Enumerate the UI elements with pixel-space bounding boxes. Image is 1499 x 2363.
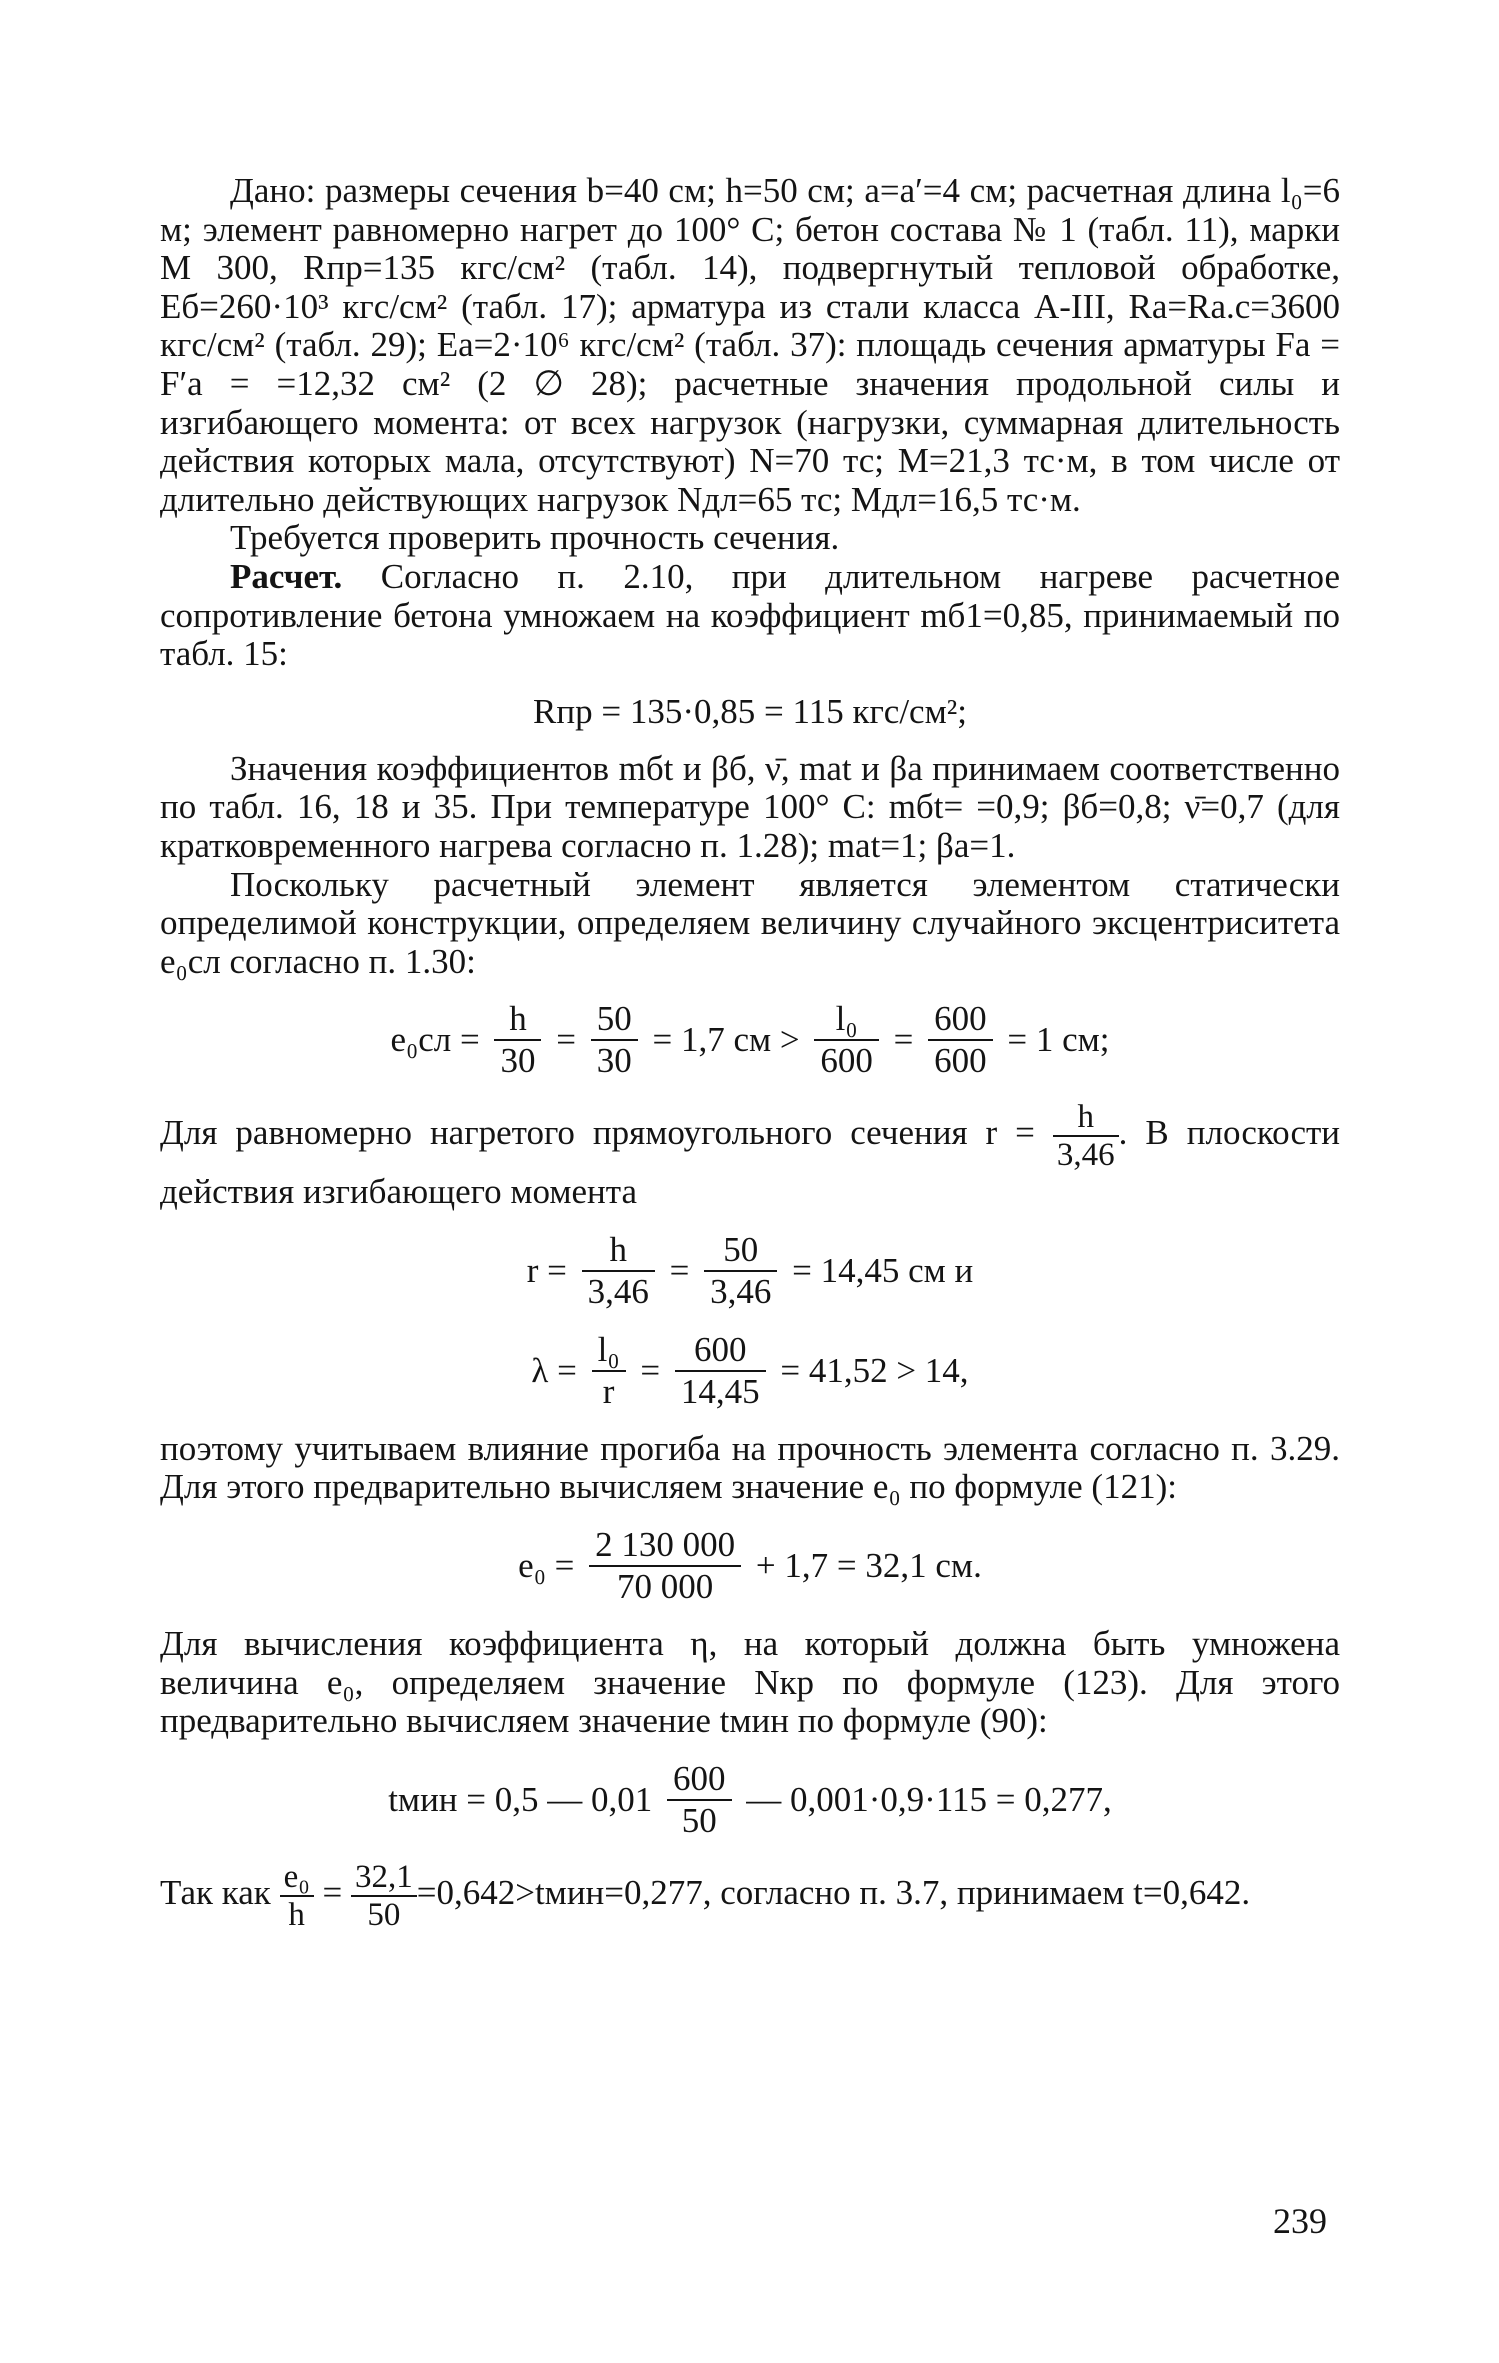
since-text-b: =0,642>tмин=0,277, согласно п. 3.7, принимаем t=0,642. bbox=[416, 1872, 1251, 1912]
formula-tmin bbox=[160, 1759, 1340, 1841]
since-text-a: Так как bbox=[160, 1872, 271, 1912]
calc-paragraph bbox=[160, 558, 1340, 674]
fraction bbox=[592, 1330, 626, 1412]
deflection-paragraph: поэтому учитываем влияние прогиба на прочность элемента согласно п. 3.29. Для этого предварительно вычисляем значение e₀ по формуле (121): bbox=[160, 1428, 1340, 1507]
equals-sign: = bbox=[640, 1350, 661, 1390]
fraction bbox=[582, 1230, 655, 1312]
rectangle-paragraph bbox=[160, 1099, 1340, 1212]
formula-end: — 0,001·0,9·115 = 0,277, bbox=[746, 1779, 1112, 1819]
equals-sign: = bbox=[669, 1250, 690, 1290]
numerator: 600 bbox=[928, 999, 993, 1041]
fraction bbox=[814, 999, 879, 1081]
denominator: 30 bbox=[500, 1041, 536, 1081]
formula-lhs: λ = bbox=[531, 1350, 577, 1390]
numerator: h bbox=[1053, 1099, 1119, 1137]
numerator: 50 bbox=[704, 1230, 777, 1272]
formula-e0 bbox=[160, 1525, 1340, 1607]
numerator: 32,1 bbox=[351, 1859, 417, 1897]
formula-end: = 14,45 см и bbox=[792, 1250, 974, 1290]
rectangle-text-b: . В плоскости действия изгибающего момента bbox=[160, 1113, 1341, 1212]
equals-sign: = bbox=[893, 1020, 914, 1060]
denominator: 600 bbox=[820, 1041, 873, 1081]
denominator: 3,46 bbox=[710, 1271, 772, 1311]
formula-end: + 1,7 = 32,1 см. bbox=[755, 1546, 982, 1586]
fraction bbox=[667, 1759, 732, 1841]
numerator: 600 bbox=[675, 1330, 766, 1372]
page-number: 239 bbox=[1273, 2201, 1327, 2241]
fraction bbox=[351, 1859, 417, 1933]
denominator: 50 bbox=[367, 1896, 401, 1933]
since-paragraph bbox=[160, 1859, 1340, 1933]
formula-r bbox=[160, 1230, 1340, 1312]
formula-end: = 1 см; bbox=[1007, 1020, 1110, 1060]
fraction bbox=[591, 999, 638, 1081]
denominator: 30 bbox=[596, 1041, 632, 1081]
formula-rpr-text: Rпр = 135·0,85 = 115 кгс/см²; bbox=[533, 691, 967, 731]
formula-middle: = 1,7 см > bbox=[652, 1020, 800, 1060]
numerator: h bbox=[494, 999, 541, 1041]
numerator: 2 130 000 bbox=[589, 1525, 741, 1567]
denominator: 50 bbox=[681, 1800, 717, 1840]
calc-heading: Расчет. bbox=[230, 556, 343, 596]
formula-lhs: e₀сл = bbox=[390, 1020, 480, 1060]
denominator: 600 bbox=[934, 1041, 987, 1081]
formula-lhs: e₀ = bbox=[518, 1546, 575, 1586]
text-column bbox=[160, 172, 1340, 1933]
formula-lhs: r = bbox=[526, 1250, 567, 1290]
numerator: 600 bbox=[667, 1759, 732, 1801]
rectangle-text-a: Для равномерно нагретого прямоугольного сечения r = bbox=[160, 1113, 1035, 1153]
fraction bbox=[589, 1525, 741, 1607]
equals-sign: = bbox=[322, 1872, 343, 1912]
denominator: 14,45 bbox=[680, 1371, 760, 1411]
numerator: l₀ bbox=[814, 999, 879, 1041]
denominator: h bbox=[288, 1896, 305, 1933]
fraction bbox=[704, 1230, 777, 1312]
formula-lhs: tмин = 0,5 — 0,01 bbox=[388, 1779, 653, 1819]
equals-sign: = bbox=[556, 1020, 576, 1060]
fraction bbox=[675, 1330, 766, 1412]
coefficients-paragraph: Значения коэффициентов mбt и βб, ν̄, mat и βa принимаем соответственно по табл. 16, 18 и 35. При температуре 100° С: mбt= =0,9; βб=0,8; ν̄=0,7 (для кратковременного нагрева согласно п. 1.28); mat=1; βa=1. bbox=[160, 748, 1340, 865]
formula-lambda bbox=[160, 1330, 1340, 1412]
fraction bbox=[928, 999, 993, 1081]
fraction bbox=[280, 1859, 314, 1933]
denominator: 3,46 bbox=[1056, 1137, 1115, 1174]
denominator: 3,46 bbox=[587, 1271, 649, 1311]
eccentricity-paragraph: Поскольку расчетный элемент является элементом статически определимой конструкции, определяем величину случайного эксцентриситета e₀сл согласно п. 1.30: bbox=[160, 864, 1340, 981]
denominator: 70 000 bbox=[617, 1567, 714, 1607]
fraction bbox=[494, 999, 541, 1081]
formula-rpr bbox=[160, 692, 1340, 732]
formula-end: = 41,52 > 14, bbox=[780, 1350, 969, 1390]
numerator: 50 bbox=[591, 999, 638, 1041]
fraction bbox=[1053, 1099, 1119, 1173]
eta-paragraph: Для вычисления коэффициента η, на который должна быть умножена величина e₀, определяем значение Nкр по формуле (123). Для этого предварительно вычисляем значение tмин по формуле (90): bbox=[160, 1624, 1340, 1741]
requirement-paragraph: Требуется проверить прочность сечения. bbox=[230, 518, 840, 558]
numerator: e₀ bbox=[280, 1859, 314, 1897]
numerator: h bbox=[582, 1230, 655, 1272]
calc-text: Согласно п. 2.10, при длительном нагреве расчетное сопротивление бетона умножаем на коэффициент mб1=0,85, принимаемый по табл. 15: bbox=[160, 556, 1341, 674]
given-paragraph: Дано: размеры сечения b=40 см; h=50 см; a=a′=4 см; расчетная длина l₀=6 м; элемент равномерно нагрет до 100° С; бетон состава № 1 (табл. 11), марки М 300, Rпр=135 кгс/см² (табл. 14), подвергнутый тепловой обработке, Eб=260·10³ кгс/см² (табл. 17); арматура из стали класса А-III, Ra=Ra.c=3600 кгс/см² (табл. 29); Ea=2·10⁶ кгс/см² (табл. 37): площадь сечения арматуры Fa = F′a = =12,32 см² (2 ∅ 28); расчетные значения продольной силы и изгибающего момента: от всех нагрузок (нагрузки, суммарная длительность действия которых мала, отсутствуют) N=70 тс; M=21,3 тс·м, в том числе от длительно действующих нагрузок Nдл=65 тс; Mдл=16,5 тс·м. bbox=[160, 171, 1340, 519]
formula-e0-random bbox=[160, 999, 1340, 1081]
numerator: l₀ bbox=[592, 1330, 626, 1372]
denominator: r bbox=[602, 1371, 615, 1411]
